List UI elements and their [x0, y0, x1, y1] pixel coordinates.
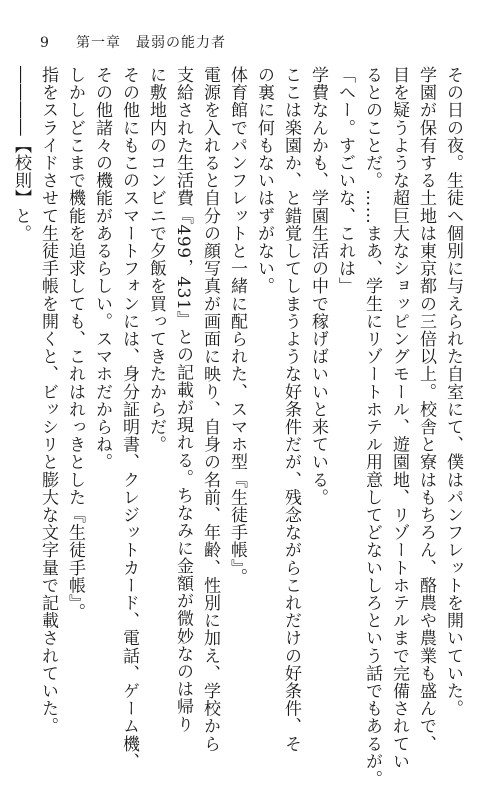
text-line: 目を疑うような超巨大なショッピングモール、遊園地、リゾートホテルまで完備されてい [389, 66, 409, 770]
text-line: に敷地内のコンビニで夕飯を買ってきたからだ。 [146, 66, 166, 454]
chapter-title: 第一章 最弱の能力者 [76, 35, 226, 51]
page-number: 9 [40, 35, 49, 51]
text-line: その他にもこのスマートフォンには、身分証明書、クレジットカード、電話、ゲーム機、 [119, 66, 139, 770]
text-line: の裏に何もないはずがない。 [254, 66, 274, 295]
text-line: るとのことだ。……まあ、学生にリゾートホテル用意してどないしろという話でもあるが。 [362, 66, 382, 788]
text-line: 体育館でパンフレットと一緒に配られた、スマホ型『生徒手帳』。 [227, 66, 247, 586]
text-line: しかしどこまで機能を追求しても、これはれっきとした『生徒手帳』。 [65, 66, 85, 621]
text-line: 指をスライドさせて生徒手帳を開くと、ビッシリと膨大な文字量で記載されていた。 [38, 66, 58, 735]
text-line: 「へー。すごいな、これは」 [335, 66, 355, 295]
text-line: ここは楽園か、と錯覚してしまうような好条件だが、残念ながらこれだけの好条件、そ [281, 66, 301, 753]
text-line: 支給された生活費『499，431』との記載が現れる。ちなみに金額が微妙なのは帰り [173, 66, 193, 733]
body-text [7, 66, 466, 788]
running-head [40, 34, 226, 52]
text-line: その他諸々の機能があるらしい。スマホだからね。 [92, 66, 112, 471]
text-line: その日の夜。生徒へ個別に与えられた自室にて、僕はパンフレットを開いていた。 [443, 66, 463, 718]
text-line: 電源を入れると自分の顔写真が画面に映り、自身の名前、年齢、性別に加え、学校から [200, 66, 220, 753]
text-line: 学費なんかも、学園生活の中で稼げばいいと来ている。 [308, 66, 328, 506]
text-line: ――――【校則】と。 [11, 66, 31, 242]
text-line: 学園が保有する土地は東京都の三倍以上。校舎と寮はもちろん、酪農や農業も盛んで、 [416, 66, 436, 753]
